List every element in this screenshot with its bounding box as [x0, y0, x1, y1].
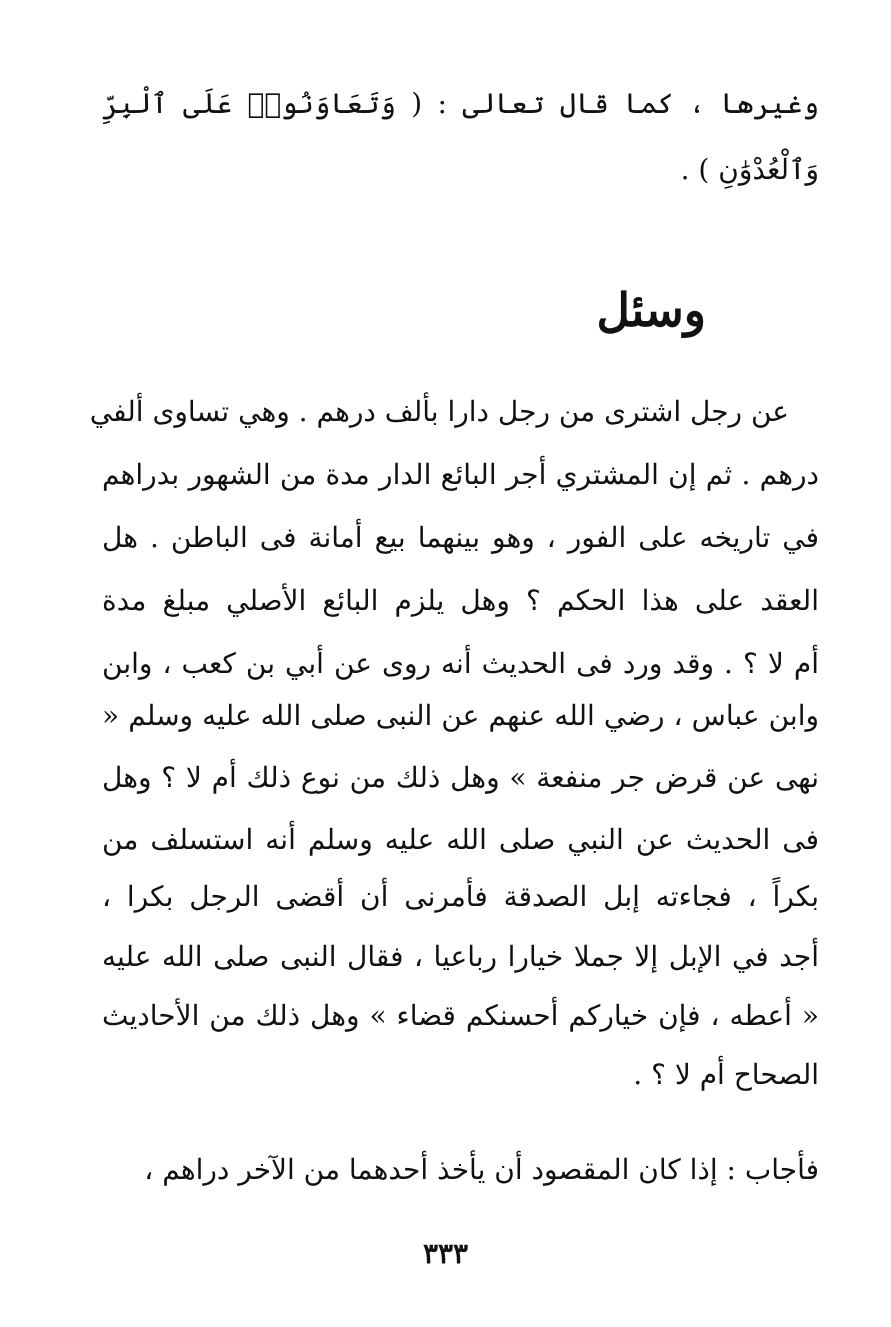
page-number: ٣٣٣: [422, 1237, 469, 1270]
question-line: الصحاح أم لا ؟ .: [633, 1058, 819, 1091]
question-line: أم لا ؟ . وقد ورد فى الحديث أنه روى عن أبي بن كعب ، وابن: [102, 647, 819, 680]
question-line: نهى عن قرض جر منفعة » وهل ذلك من نوع ذلك أم لا ؟ وهل: [102, 761, 819, 794]
intro-line-2: وَٱلْعُدْوَٰنِ ) .: [680, 153, 819, 186]
intro-line-1: وغيرها ، كما قال تعالى : ( وَتَعَاوَنُوا۟ عَلَى ٱلْبِرِّ: [102, 87, 819, 120]
question-line: وابن عباس ، رضي الله عنهم عن النبى صلى الله عليه وسلم «: [102, 699, 819, 732]
question-line: بكراً ، فجاءته إبل الصدقة فأمرنى أن أقضى الرجل بكرا ،: [102, 880, 819, 913]
question-line: فى الحديث عن النبي صلى الله عليه وسلم أنه استسلف من: [102, 823, 819, 856]
question-line: العقد على هذا الحكم ؟ وهل يلزم البائع الأصلي مبلغ مدة: [102, 584, 819, 617]
question-line: أجد في الإبل إلا جملا خيارا رباعيا ، فقال النبى صلى الله عليه: [102, 940, 819, 973]
answer-line: فأجاب : إذا كان المقصود أن يأخذ أحدهما من الآخر دراهم ،: [144, 1153, 819, 1186]
question-line: درهم . ثم إن المشتري أجر البائع الدار مدة من الشهور بدراهم: [102, 458, 819, 491]
question-line: في تاريخه على الفور ، وهو بينهما بيع أمانة فى الباطن . هل: [102, 521, 819, 554]
question-line: عن رجل اشترى من رجل دارا بألف درهم . وهي تساوى ألفي: [89, 395, 789, 428]
section-heading: وسئل: [596, 283, 706, 337]
question-line: « أعطه ، فإن خياركم أحسنكم قضاء » وهل ذلك من الأحاديث: [102, 999, 819, 1032]
